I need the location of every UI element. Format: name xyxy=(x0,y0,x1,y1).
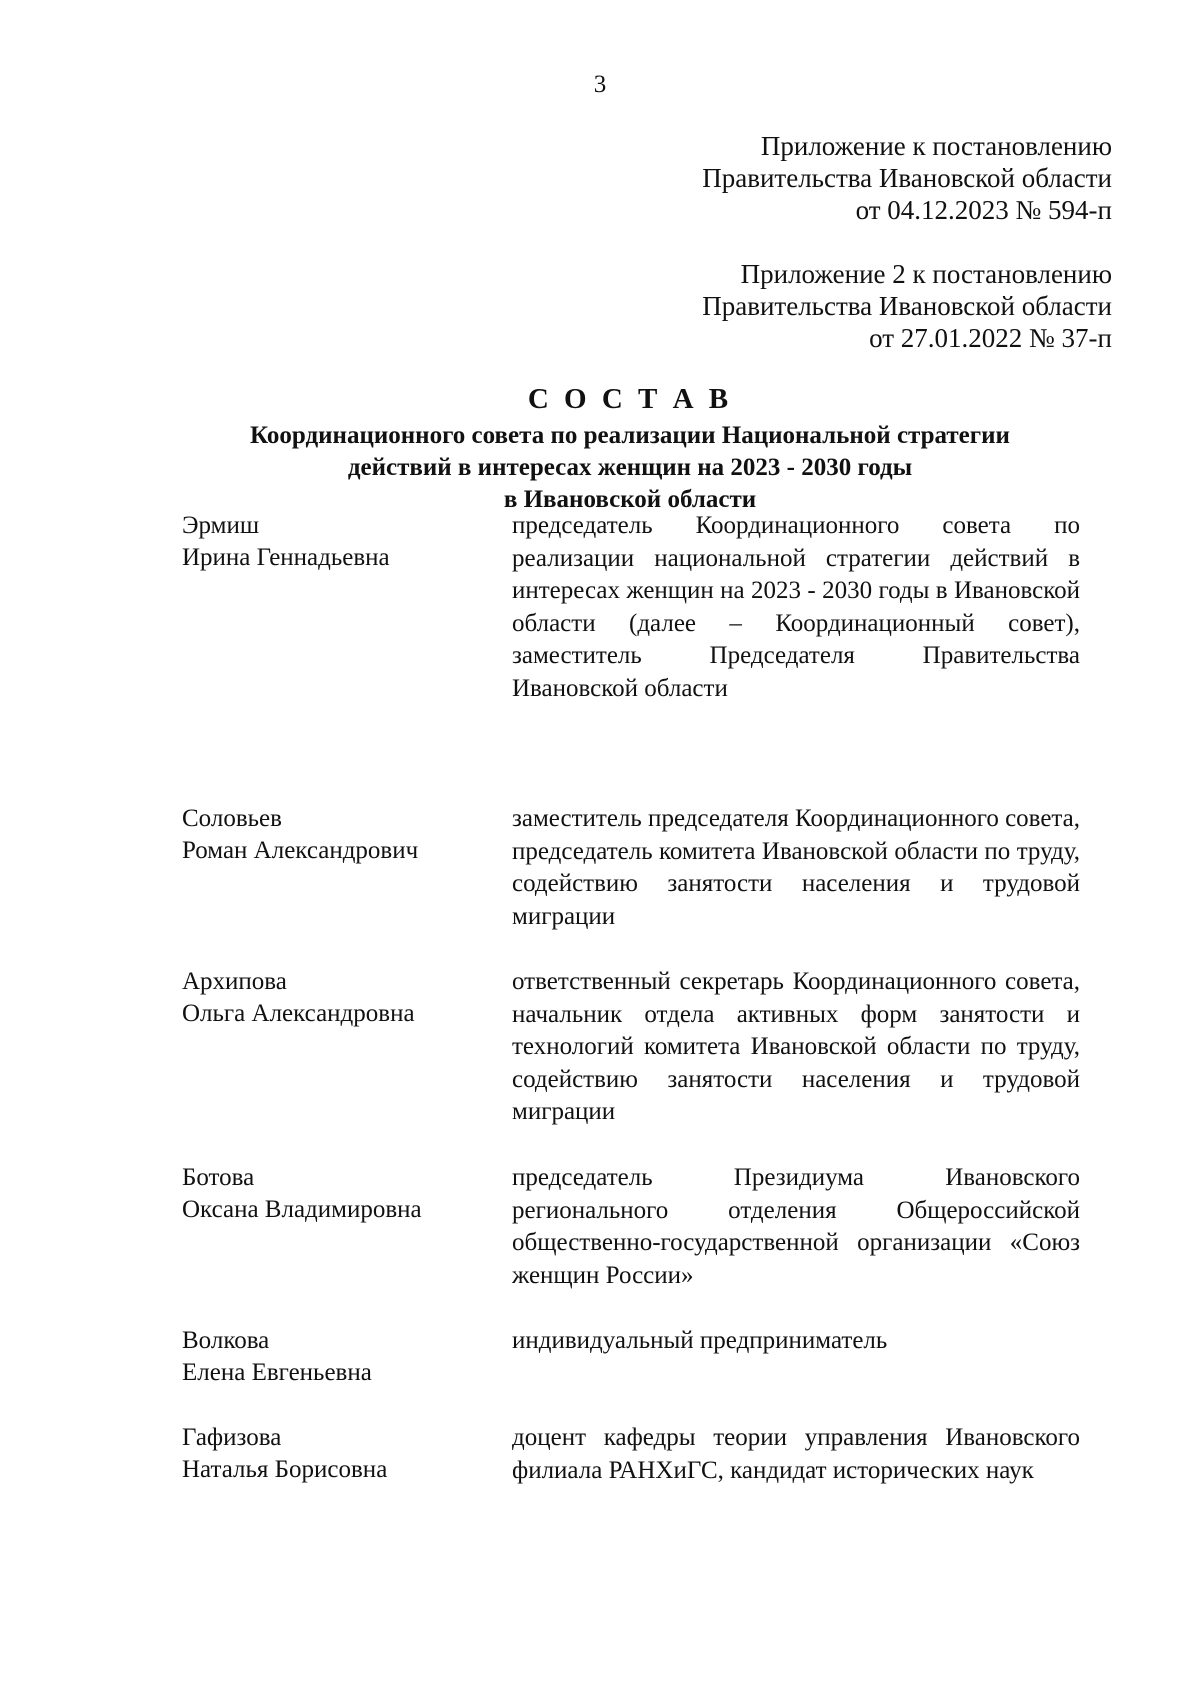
appendix-line: от 04.12.2023 № 594-п xyxy=(855,195,1112,225)
member-role: заместитель председателя Координационного совета, председатель комитета Ивановской области по труду, содействию занятости населения и трудовой миграции xyxy=(512,805,1081,930)
member-surname: Волкова xyxy=(182,1327,270,1354)
member-role: индивидуальный предприниматель xyxy=(512,1327,888,1354)
appendix-line: Правительства Ивановской области xyxy=(702,163,1112,193)
member-name xyxy=(182,1422,482,1486)
member-surname: Ботова xyxy=(182,1164,255,1191)
member-name xyxy=(182,803,482,867)
document-subtitle xyxy=(0,420,1200,516)
member-surname: Архипова xyxy=(182,968,287,995)
member-role: ответственный секретарь Координационного совета, начальник отдела активных форм занятости и технологий комитета Ивановской области по труду, содействию занятости населения и трудовой миграции xyxy=(512,968,1080,1126)
appendix-line: Правительства Ивановской области xyxy=(702,291,1112,321)
member-given-name: Елена Евгеньевна xyxy=(182,1359,372,1386)
member-name xyxy=(182,1162,482,1226)
member-name xyxy=(182,966,482,1030)
appendix-reference-original xyxy=(702,258,1112,354)
member-surname: Гафизова xyxy=(182,1424,282,1451)
member-name xyxy=(182,1325,482,1389)
member-role: доцент кафедры теории управления Ивановского филиала РАНХиГС, кандидат исторических наук xyxy=(512,1424,1080,1484)
member-name xyxy=(182,510,482,574)
member-given-name: Оксана Владимировна xyxy=(182,1196,422,1223)
appendix-reference-current xyxy=(702,130,1112,226)
member-given-name: Роман Александрович xyxy=(182,837,419,864)
member-role: председатель Координационного совета по реализации национальной стратегии действий в интересах женщин на 2023 - 2030 годы в Ивановской области (далее – Координационный совет), заместитель Председателя Правительства Ивановской области xyxy=(512,512,1080,702)
subtitle-line: действий в интересах женщин на 2023 - 2030 годы xyxy=(347,454,913,481)
member-given-name: Наталья Борисовна xyxy=(182,1456,388,1483)
member-given-name: Ольга Александровна xyxy=(182,1000,415,1027)
page-number: 3 xyxy=(593,71,607,98)
subtitle-line: Координационного совета по реализации Национальной стратегии xyxy=(250,422,1010,449)
document-title: С О С Т А В xyxy=(527,383,733,415)
member-surname: Эрмиш xyxy=(182,512,260,539)
member-role: председатель Президиума Ивановского регионального отделения Общероссийской общественно-государственной организации «Союз женщин России» xyxy=(512,1164,1080,1289)
appendix-line: Приложение к постановлению xyxy=(760,131,1112,161)
appendix-line: Приложение 2 к постановлению xyxy=(740,259,1112,289)
member-given-name: Ирина Геннадьевна xyxy=(182,544,390,571)
member-surname: Соловьев xyxy=(182,805,282,832)
subtitle-line: в Ивановской области xyxy=(503,486,757,513)
appendix-line: от 27.01.2022 № 37-п xyxy=(869,323,1112,353)
